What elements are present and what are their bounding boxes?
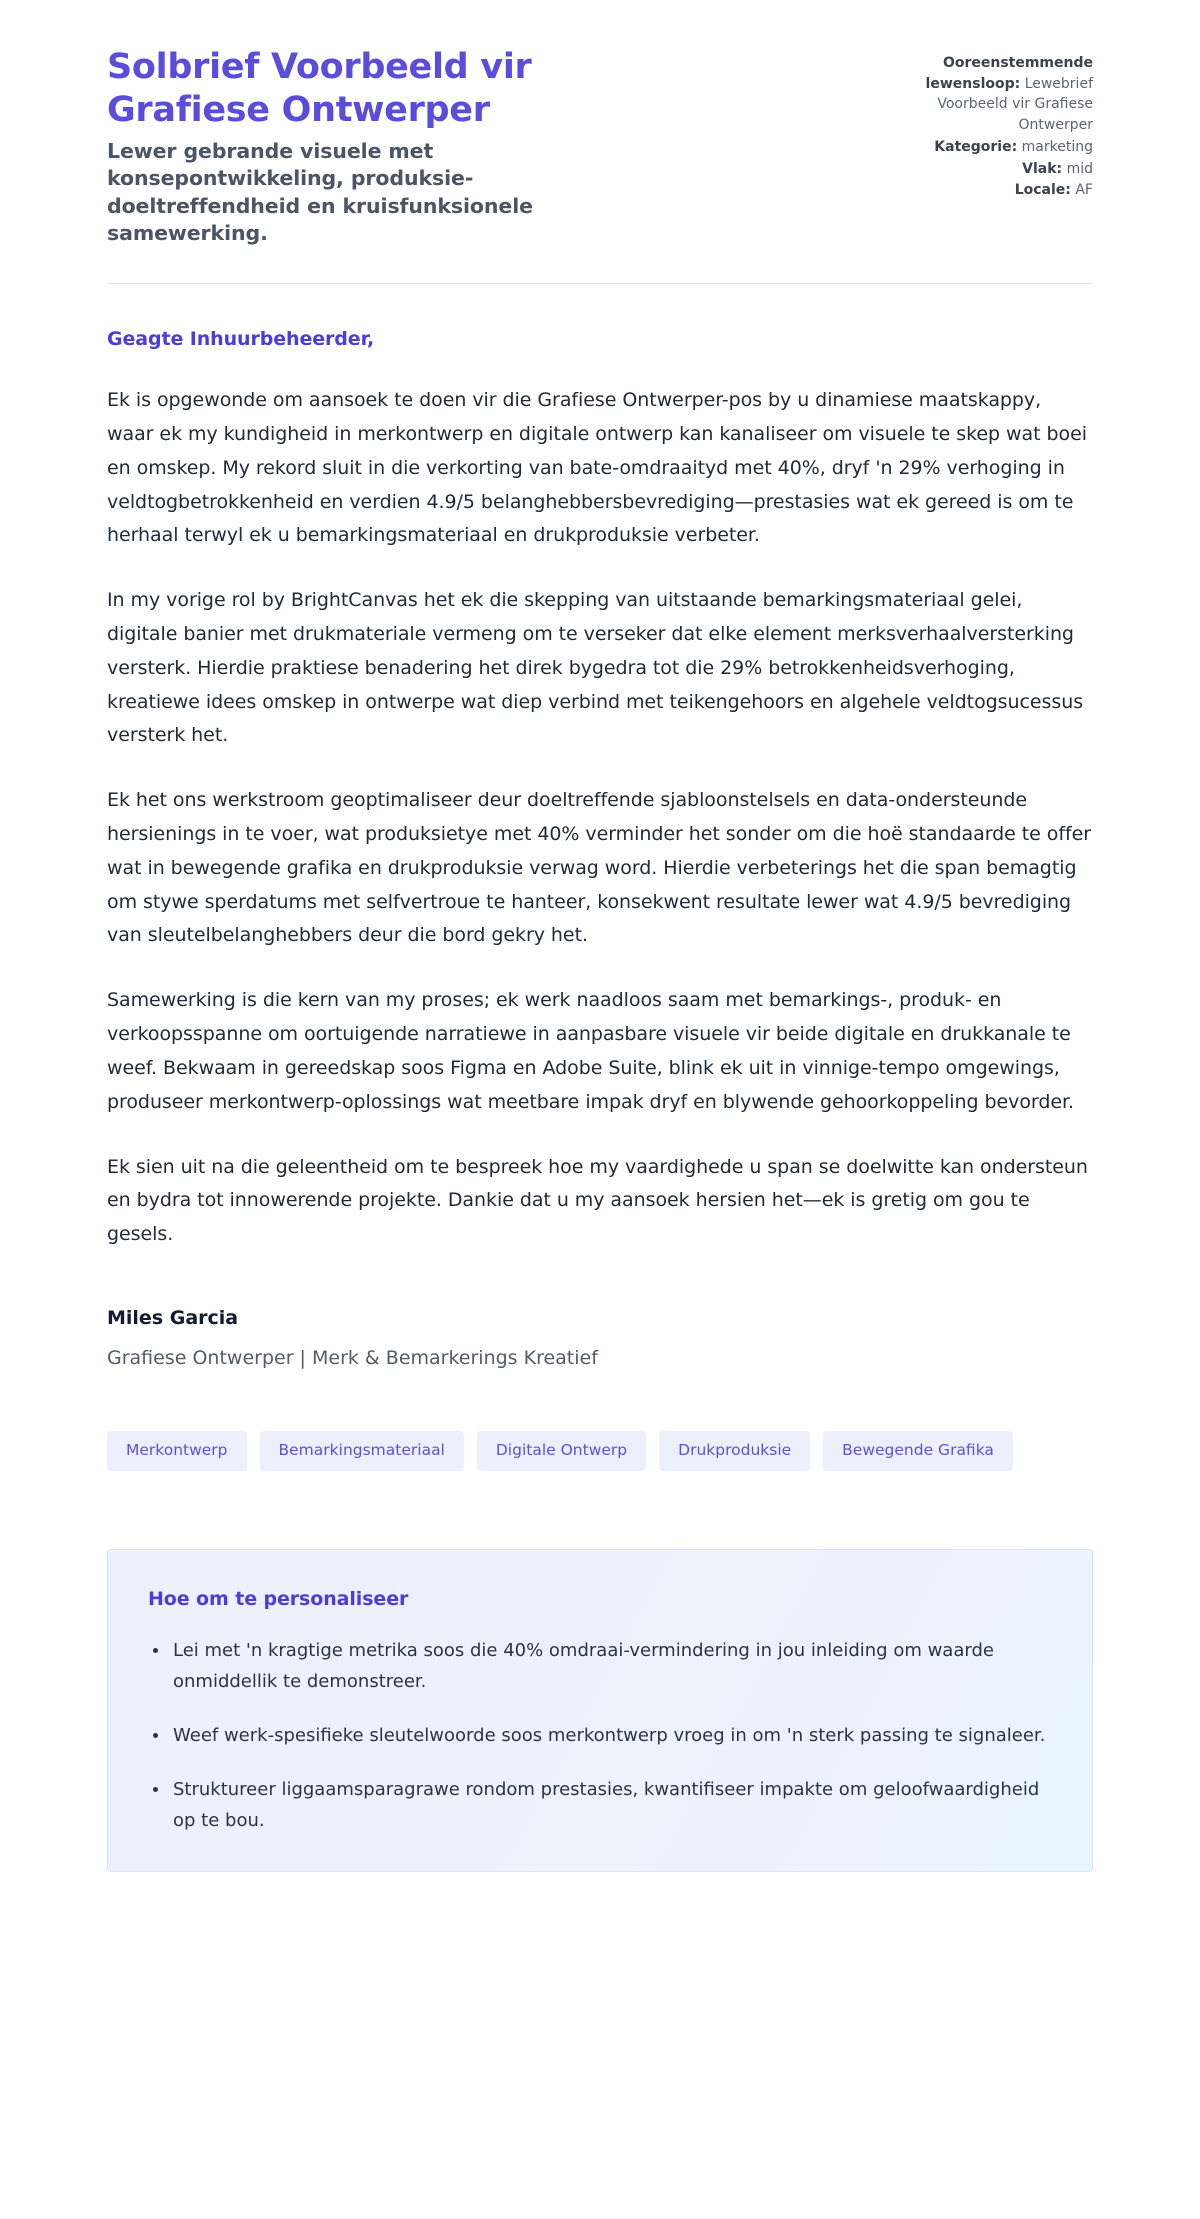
signature-role: Grafiese Ontwerper | Merk & Bemarkerings Kreatief: [107, 1346, 598, 1369]
document-metadata: [883, 46, 1093, 202]
tag-chip[interactable]: Digitale Ontwerp: [477, 1431, 646, 1472]
list-item: Weef werk-spesifieke sleutelwoorde soos merkontwerp vroeg in om 'n sterk passing te signaleer.: [148, 1721, 1052, 1752]
metadata-row-category: [883, 137, 1093, 158]
tag-chip[interactable]: Bemarkingsmateriaal: [260, 1431, 464, 1472]
letter-paragraph: In my vorige rol by BrightCanvas het ek die skepping van uitstaande bemarkingsmateriaal gelei, digitale banier met drukmateriale vermeng om te verseker dat elke element merksverhaalversterking versterk. Hierdie praktiese benadering het direk bygedra tot die 29% betrokkenheidsverhoging, kreatiewe idees omskep in ontwerpe wat diep verbind met teikengehoors en algehele veldtogsucessus versterk het.: [107, 589, 1084, 747]
metadata-value: AF: [1075, 182, 1093, 199]
personalize-callout: [107, 1549, 1093, 1872]
letter-paragraph: Ek is opgewonde om aansoek te doen vir die Grafiese Ontwerper-pos by u dinamiese maatskappy, waar ek my kundigheid in merkontwerp en digitale ontwerp kan kanaliseer om visuele te skep wat boei en omskep. My rekord sluit in die verkorting van bate-omdraaityd met 40%, dryf 'n 29% verhoging in veldtogbetrokkenheid en verdien 4.9/5 belanghebbersbevrediging—prestasies wat ek gereed is om te herhaal terwyl ek u bemarkingsmateriaal en drukproduksie verbeter.: [107, 389, 1087, 547]
metadata-label: Kategorie:: [934, 138, 1018, 155]
signature-block: [107, 1307, 1093, 1369]
letter-paragraph: Samewerking is die kern van my proses; ek werk naadloos saam met bemarkings-, produk- en verkoopsspanne om oortuigende narratiewe in aanpasbare visuele vir beide digitale en drukkanale te weef. Bekwaam in gereedskap soos Figma en Adobe Suite, blink ek uit in vinnige-tempo omgewings, produseer merkontwerp-oplossings wat meetbare impak dryf en blywende gehoorkoppeling bevorder.: [107, 989, 1074, 1113]
signature-name: Miles Garcia: [107, 1306, 239, 1329]
metadata-label: Locale:: [1014, 182, 1071, 199]
list-item: Struktureer liggaamsparagrawe rondom prestasies, kwantifiseer impakte om geloofwaardigheid op te bou.: [148, 1775, 1052, 1837]
letter-paragraph: Ek sien uit na die geleentheid om te bespreek hoe my vaardighede u span se doelwitte kan ondersteun en bydra tot innowerende projekte. Dankie dat u my aansoek hersien het—ek is gretig om gou te gesels.: [107, 1155, 1088, 1246]
tag-chip[interactable]: Merkontwerp: [107, 1431, 247, 1472]
metadata-row-locale: [883, 180, 1093, 201]
metadata-value: Lewebrief Voorbeeld vir Grafiese Ontwerper: [937, 75, 1093, 134]
list-item: Lei met 'n kragtige metrika soos die 40% omdraai-vermindering in jou inleiding om waarde onmiddellik te demonstreer.: [148, 1636, 1052, 1698]
metadata-row-level: [883, 159, 1093, 180]
tag-chip[interactable]: Bewegende Grafika: [823, 1431, 1013, 1472]
metadata-label: Ooreenstemmende lewensloop:: [925, 55, 1093, 92]
callout-title: Hoe om te personaliseer: [148, 1588, 409, 1611]
tag-chip[interactable]: Drukproduksie: [659, 1431, 810, 1472]
metadata-row-matching-resume: [883, 53, 1093, 136]
letter-paragraph: Ek het ons werkstroom geoptimaliseer deur doeltreffende sjabloonstelsels en data-ondersteunde hersienings in te voer, wat produksietye met 40% verminder het sonder om die hoë standaarde te offer wat in bewegende grafika en drukproduksie verwag word. Hierdie verbeterings het die span bemagtig om stywe sperdatums met selfvertroue te hanteer, konsekwent resultate lewer wat 4.9/5 bevrediging van sleutelbelanghebbers deur die bord gekry het.: [107, 789, 1092, 947]
letter-salutation: Geagte Inhuurbeheerder,: [107, 328, 375, 351]
letter-body: [107, 284, 1093, 1252]
metadata-label: Vlak:: [1022, 160, 1063, 177]
callout-tip-list: [148, 1636, 1052, 1837]
metadata-value: marketing: [1021, 138, 1093, 155]
page-title: Solbrief Voorbeeld vir Grafiese Ontwerper: [107, 47, 532, 131]
page-subtitle: Lewer gebrande visuele met konsepontwikkeling, produksie-doeltreffendheid en kruisfunksionele samewerking.: [107, 139, 533, 245]
header-title-block: [107, 46, 627, 247]
document-header: [107, 46, 1093, 247]
metadata-value: mid: [1066, 160, 1093, 177]
tag-list: [107, 1431, 1093, 1472]
